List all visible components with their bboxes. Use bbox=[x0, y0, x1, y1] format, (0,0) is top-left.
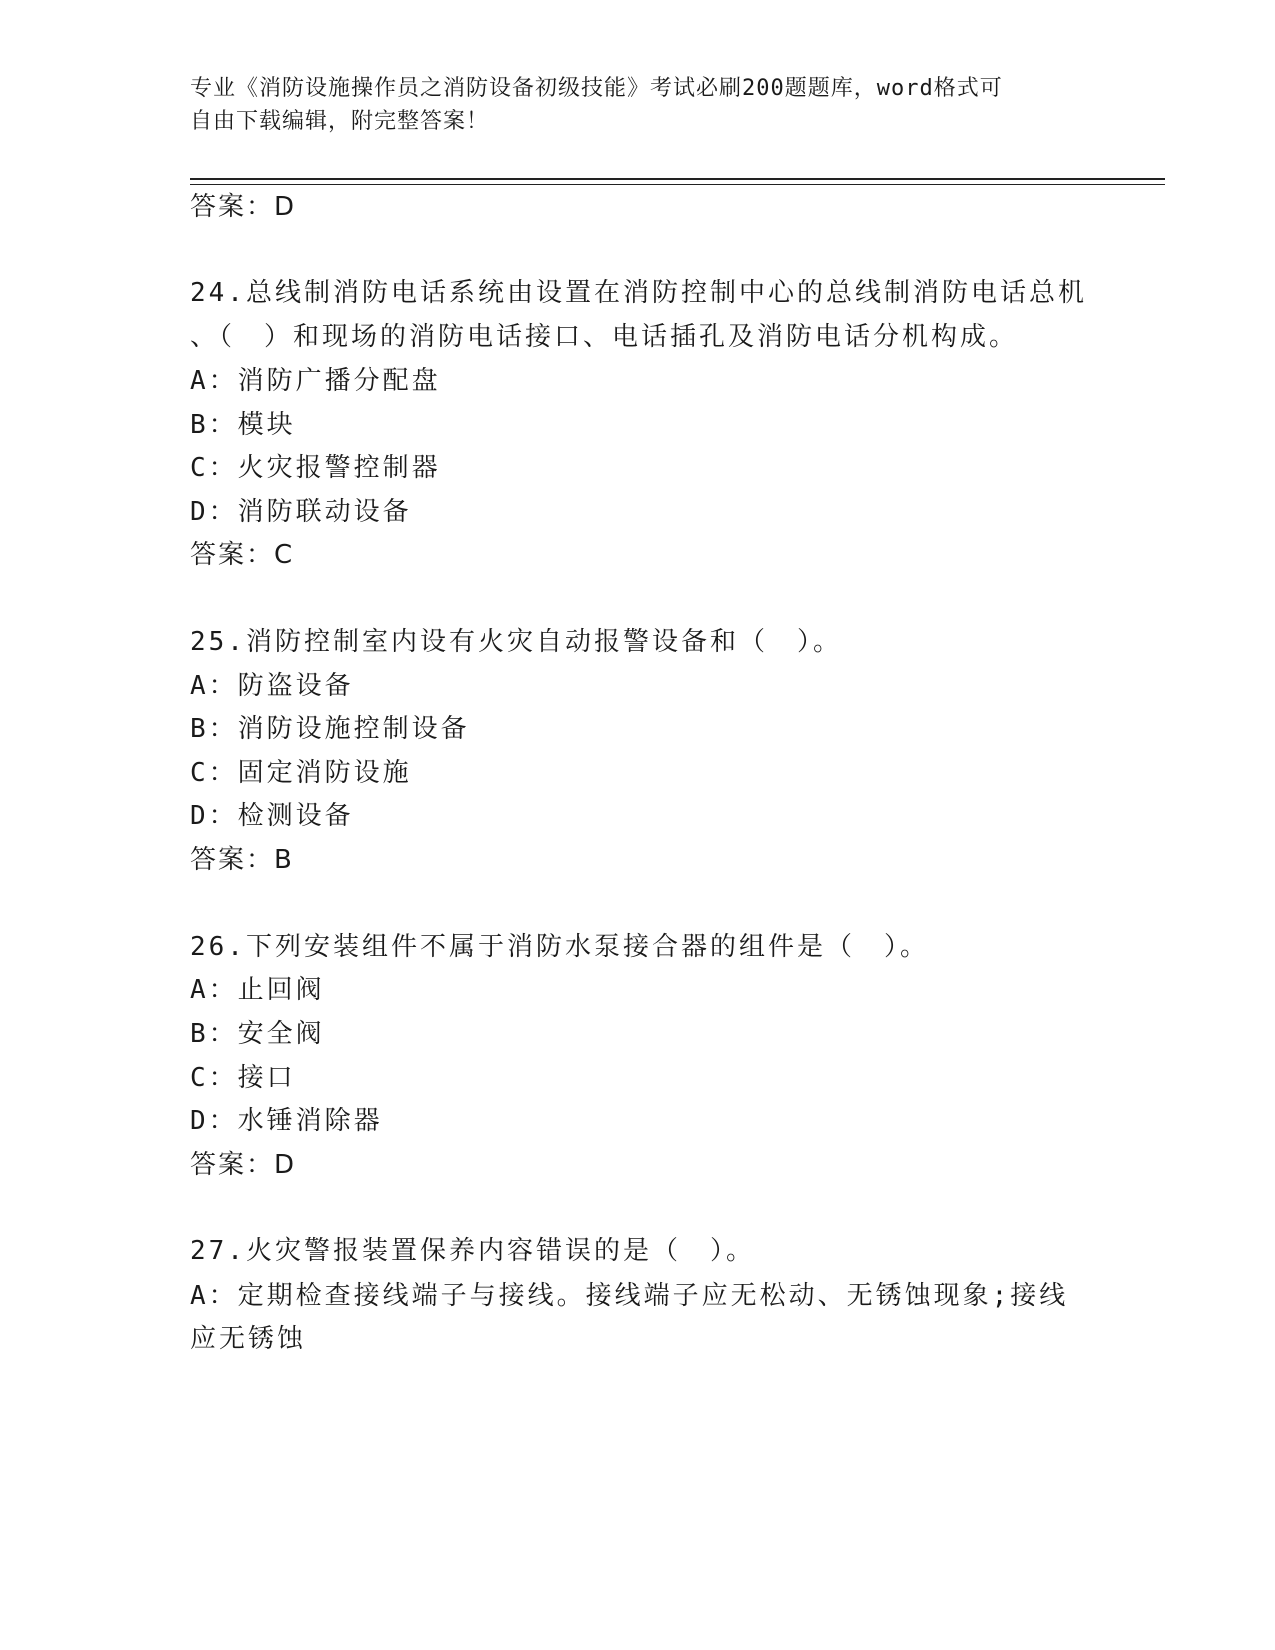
question-24-option-b: B：模块 bbox=[190, 410, 296, 440]
question-24-option-d: D：消防联动设备 bbox=[190, 497, 412, 527]
question-25-option-b: B：消防设施控制设备 bbox=[190, 714, 470, 744]
question-24-stem-line-2: 、（ ）和现场的消防电话接口、电话插孔及消防电话分机构成。 bbox=[190, 322, 1019, 352]
question-26-answer: 答案：D bbox=[190, 1150, 297, 1180]
document-header bbox=[190, 72, 1090, 138]
question-24-option-c: C：火灾报警控制器 bbox=[190, 453, 441, 483]
header-line-1: 专业《消防设施操作员之消防设备初级技能》考试必刷200题题库，word格式可 bbox=[190, 76, 1003, 101]
question-25-answer: 答案：B bbox=[190, 845, 294, 875]
question-26-stem: 26.下列安装组件不属于消防水泵接合器的组件是（ ）。 bbox=[190, 932, 929, 962]
header-divider-thin bbox=[190, 184, 1165, 185]
previous-answer: 答案：D bbox=[190, 192, 297, 222]
question-25-option-d: D：检测设备 bbox=[190, 801, 354, 831]
question-26-option-b: B：安全阀 bbox=[190, 1019, 325, 1049]
question-26-option-a: A：止回阀 bbox=[190, 975, 325, 1005]
question-24-stem-line-1: 24.总线制消防电话系统由设置在消防控制中心的总线制消防电话总机 bbox=[190, 278, 1087, 308]
question-25-option-a: A：防盗设备 bbox=[190, 671, 354, 701]
question-27-option-a-line-1: A：定期检查接线端子与接线。接线端子应无松动、无锈蚀现象;接线 bbox=[190, 1281, 1069, 1311]
question-26-option-d: D：水锤消除器 bbox=[190, 1106, 383, 1136]
question-26-option-c: C：接口 bbox=[190, 1063, 296, 1093]
question-27-stem: 27.火灾警报装置保养内容错误的是（ ）。 bbox=[190, 1236, 755, 1266]
header-line-2: 自由下载编辑，附完整答案！ bbox=[190, 109, 490, 134]
question-24-answer: 答案：C bbox=[190, 540, 295, 570]
question-27-option-a-line-2: 应无锈蚀 bbox=[190, 1324, 307, 1354]
question-24-option-a: A：消防广播分配盘 bbox=[190, 366, 441, 396]
question-25-option-c: C：固定消防设施 bbox=[190, 758, 412, 788]
question-25-stem: 25.消防控制室内设有火灾自动报警设备和（ ）。 bbox=[190, 627, 842, 657]
header-divider-thick bbox=[190, 178, 1165, 180]
